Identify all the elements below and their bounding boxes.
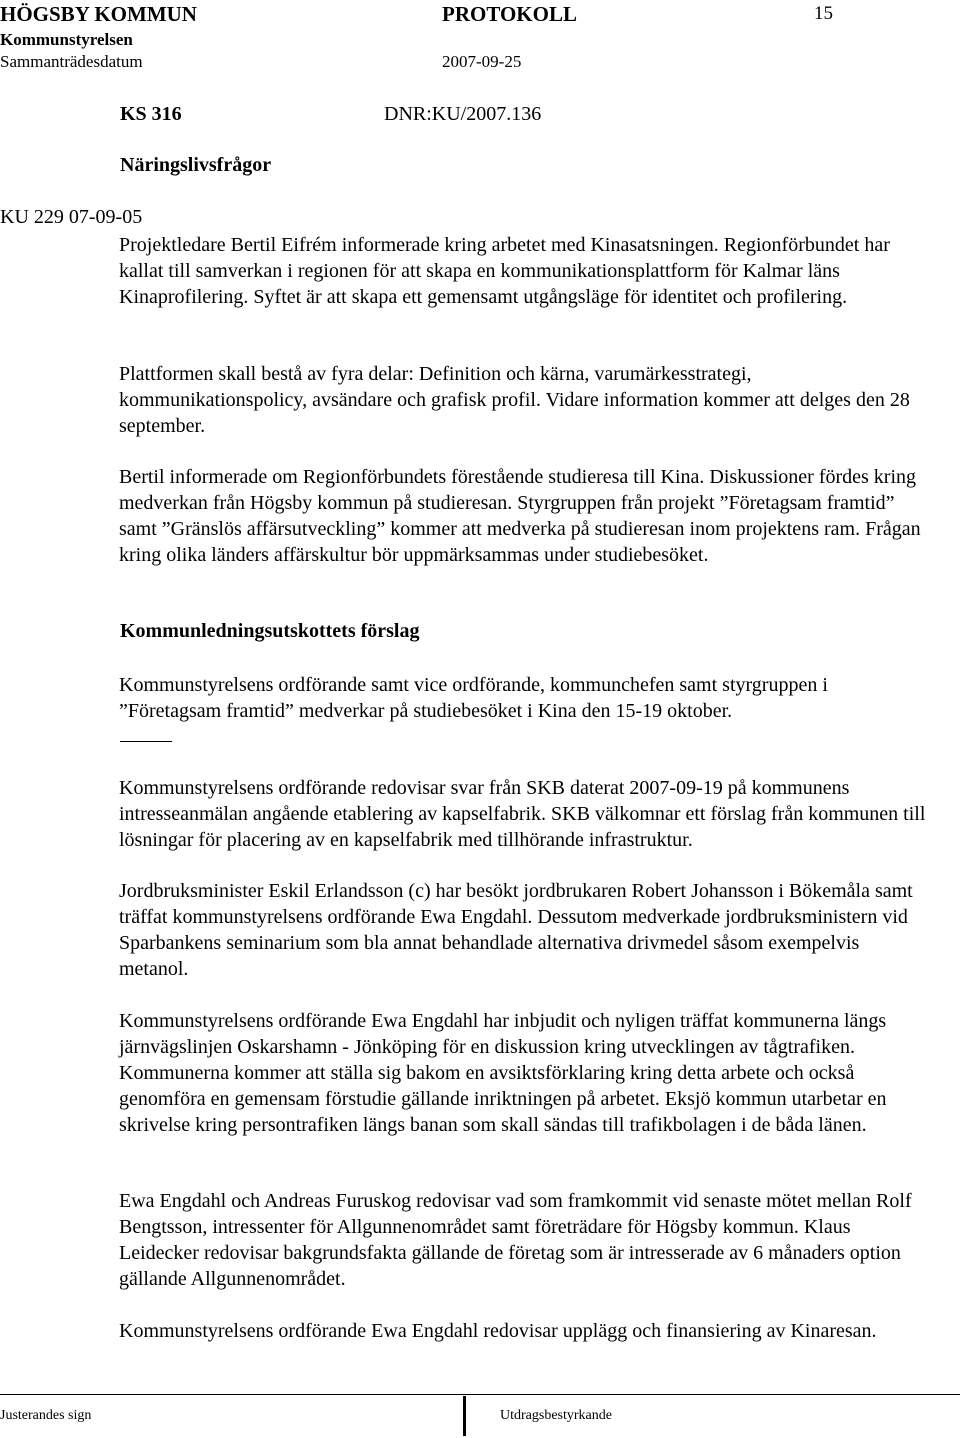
paragraph-skb: Kommunstyrelsens ordförande redovisar svar från SKB daterat 2007-09-19 på kommunens intresseanmälan angående etablering av kapselfabrik. SKB välkomnar ett förslag från kommunen till lösningar för placering av en kapselfabrik med tillhörande infrastruktur. (119, 777, 926, 851)
signature-divider (463, 1396, 466, 1436)
paragraph-kinaresan: Kommunstyrelsens ordförande Ewa Engdahl redovisar upplägg och finansiering av Kinaresan. (119, 1320, 877, 1342)
paragraph-allgunnen: Ewa Engdahl och Andreas Furuskog redovisar vad som framkommit vid senaste mötet mellan Rolf Bengtsson, intressenter för Allgunnenområdet samt företrädare för Högsby kommun. Klaus Leidecker redovisar bakgrundsfakta gällande de företag som är intresserade av 6 månaders option gällande Allgunnenområdet. (119, 1190, 912, 1290)
committee-name: Kommunstyrelsen (0, 30, 133, 49)
document-type: PROTOKOLL (442, 2, 577, 26)
page-number: 15 (814, 3, 833, 24)
proposal-heading: Kommunledningsutskottets förslag (120, 620, 420, 642)
section-number: KS 316 (120, 103, 182, 125)
paragraph-plattform: Plattformen skall bestå av fyra delar: Definition och kärna, varumärkesstrategi, kommunikationspolicy, avsändare och grafisk profil. Vidare information kommer att delges den 28 september. (119, 363, 910, 437)
paragraph-jarnvag: Kommunstyrelsens ordförande Ewa Engdahl har inbjudit och nyligen träffat kommunerna längs järnvägslinjen Oskarshamn - Jönköping för en diskussion kring utvecklingen av tågtrafiken. Kommunerna kommer att ställa sig bakom en avsiktsförklaring kring detta arbete och också genomföra en gemensam förstudie gällande inriktningen på arbetet. Eksjö kommun utarbetar en skrivelse kring persontrafiken längs banan som skall sändas till trafikbolagen i de båda länen. (119, 1010, 887, 1136)
paragraph-proposal: Kommunstyrelsens ordförande samt vice ordförande, kommunchefen samt styrgruppen i ”Företagsam framtid” medverkar på studiebesöket i Kina den 15-19 oktober. (119, 674, 828, 722)
separator-line (120, 741, 172, 742)
case-dnr: DNR:KU/2007.136 (384, 103, 542, 125)
meeting-date-label: Sammanträdesdatum (0, 52, 143, 71)
case-title: Näringslivsfrågor (120, 154, 272, 176)
utdragsbestyrkande-label: Utdragsbestyrkande (500, 1408, 612, 1423)
paragraph-studieresa: Bertil informerade om Regionförbundets förestående studieresa till Kina. Diskussioner fördes kring medverkan från Högsby kommun på studieresan. Styrgruppen från projekt ”Företagsam framtid” samt ”Gränslös affärsutveckling” kommer att medverka på studieresan inom projektens ram. Frågan kring olika länders affärskultur bör uppmärksammas under studiebesöket. (119, 466, 921, 566)
justerandes-sign-label: Justerandes sign (0, 1408, 92, 1423)
paragraph-jordbruksminister: Jordbruksminister Eskil Erlandsson (c) har besökt jordbrukaren Robert Johansson i Bökemåla samt träffat kommunstyrelsens ordförande Ewa Engdahl. Dessutom medverkade jordbruksministern vid Sparbankens seminarium som bla annat behandlade alternativa drivmedel såsom exempelvis metanol. (119, 880, 913, 980)
footer-rule (0, 1394, 960, 1395)
municipality-name: HÖGSBY KOMMUN (0, 2, 197, 26)
paragraph-kinasatsning: Projektledare Bertil Eifrém informerade kring arbetet med Kinasatsningen. Regionförbundet har kallat till samverkan i regionen för att skapa en kommunikationsplattform för Kalmar läns Kinaprofilering. Syftet är att skapa ett gemensamt utgångsläge för identitet och profilering. (119, 234, 890, 308)
meeting-date: 2007-09-25 (442, 52, 522, 71)
ku-reference: KU 229 07-09-05 (0, 206, 143, 228)
